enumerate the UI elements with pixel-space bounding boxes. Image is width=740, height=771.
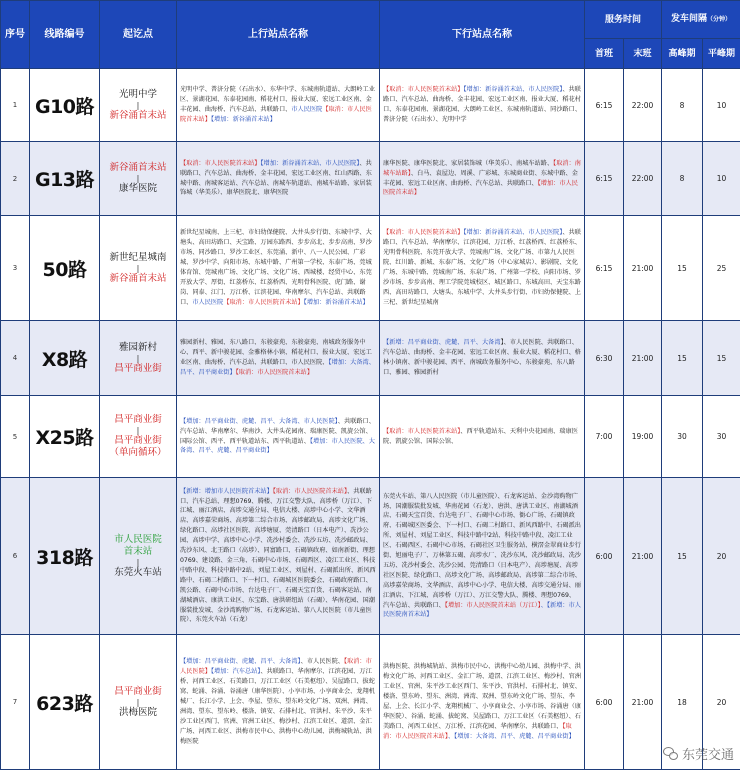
up-stops	[177, 635, 380, 770]
terminal-name: 东莞火车站	[114, 566, 162, 578]
up-stop-segment: 、共联路口、汽车总站、曲海桥、金丰花园、宏远工业区南、红山西路、东城中路、南城客运站、汽车总站、南城车轨道站、	[180, 159, 372, 187]
table-row	[1, 396, 740, 478]
header-interval-label: 发车间隔	[671, 14, 708, 24]
peak-interval: 15	[662, 216, 703, 321]
up-stop-segment: 【增加：市人民医院、大备湾、昌平、虎麓、昌平商业街】	[180, 437, 375, 455]
down-stop-segment: 洪梅医院、洪梅城轨站、洪梅市民中心、洪梅中心幼儿园、洪梅中学、洪梅文化广场、河西工业区、金汇广场、道滘、江滨工业区、梅沙村、官洲工业区、官洲、朱平沙工业区西门、朱平沙、官洪村、石排村北、镇安、楼洛、望东岭、望东、洲湾、洲湾、双洲、望东岭文化广场、望东、李屋、上会、长江小学、龙翔机械厂、小享商业会、小享市场、谷涌唐（康华医院）、谷涌、蛇涌、拔蛇窝、吴屋路口、万江工业区（石美枢纽）、石美路口、河西工业区、万江桥、江滨花园、华南摩尔、共联路口、	[383, 663, 581, 730]
first-bus-time: 7:00	[585, 396, 624, 478]
header-interval-unit: （分钟）	[707, 16, 732, 23]
down-stop-segment: 理工学院莞城校区、城区路口	[438, 278, 520, 286]
terminal-separator: |	[136, 263, 140, 273]
up-stop-segment: 【取消：市人民医院首末站】	[235, 368, 314, 376]
header-first-bus: 首班	[585, 39, 624, 69]
offpeak-interval: 30	[703, 396, 740, 478]
terminal-name: 昌平商业街	[114, 362, 162, 374]
peak-interval: 15	[662, 478, 703, 635]
down-stop-segment: 、昌平、大备湾	[457, 339, 501, 347]
down-stop-segment: 康华医院、康华医院北、家居装饰城（华美乐）、南城车站路、	[383, 159, 554, 167]
down-stop-segment: 【增加：新谷涌首末站、市人民医院】	[463, 86, 563, 94]
row-seq: 5	[1, 396, 30, 478]
up-stops	[177, 321, 380, 396]
last-bus-time: 21:00	[624, 216, 662, 321]
row-seq: 6	[1, 478, 30, 635]
first-bus-time: 6:00	[585, 635, 624, 770]
down-stop-segment: 新城	[420, 259, 433, 267]
route-terminals	[100, 216, 177, 321]
route-number: G13路	[30, 142, 100, 216]
offpeak-interval: 20	[703, 635, 740, 770]
up-stop-segment: 【增加：新谷涌首末站】	[303, 298, 369, 306]
table-row	[1, 216, 740, 321]
terminal-separator: |	[136, 100, 140, 110]
down-stop-segment: 【新增：昌平商业街、	[383, 339, 445, 347]
up-stop-segment: 市人民医院	[291, 106, 323, 113]
peak-interval: 30	[662, 396, 703, 478]
terminal-name: 洪梅医院	[118, 706, 157, 718]
down-stop-segment: 、普济分院（石出水）、光明中学	[383, 106, 581, 123]
up-stop-segment: 【增加：昌平商业街、虎麓、昌平、大备湾、市人民医院】	[180, 417, 338, 425]
up-stop-segment: 新世纪星城南、上三杞、市妇幼保健院、大井头步行街、东城中学、大塘头、高田坊路口、	[180, 229, 372, 247]
header-service-time: 服务时间	[585, 1, 662, 39]
up-stop-segment: 、东城南轨道站、大朗岭工业区、景湖花园、东泰花园南、稻花村口、报业大厦、宏远工业区南、金丰花园、曲海桥、汽车总站、共联路口、	[180, 86, 375, 113]
up-stop-segment: 【增加：汽车总站】	[210, 668, 261, 676]
up-stop-segment: 【取消：市人民医院首末站】	[223, 298, 304, 306]
up-stops	[177, 396, 380, 478]
up-stop-segment: 市人民医院	[192, 298, 224, 306]
terminal-name: 首末站	[123, 545, 153, 557]
peak-interval: 8	[662, 142, 703, 216]
terminal-separator: |	[136, 697, 140, 707]
row-seq: 1	[1, 69, 30, 142]
row-seq: 3	[1, 216, 30, 321]
route-number: 623路	[30, 635, 100, 770]
down-stop-segment: 【取消：市人民医院首末站】	[383, 722, 572, 740]
first-bus-time: 6:00	[585, 478, 624, 635]
terminal-name: 康华医院	[118, 183, 157, 194]
down-stop-segment: 【增加：市人民医院首末站】	[383, 179, 578, 197]
route-terminals	[100, 478, 177, 635]
last-bus-time: 22:00	[624, 142, 662, 216]
down-stops	[380, 321, 585, 396]
down-stop-segment: 、高田坊路口、大塘头、东城中学、大井头步行街、市妇幼保健院、上三杞、新世纪星城南	[383, 288, 581, 306]
table-row	[1, 69, 740, 142]
terminal-name: 新谷涌首末站	[109, 109, 167, 121]
first-bus-time: 6:30	[585, 321, 624, 396]
route-terminals	[100, 635, 177, 770]
offpeak-interval: 10	[703, 142, 740, 216]
down-stop-segment: 、【增加：大备湾、昌平、虎麓、昌平商业街】	[447, 732, 575, 740]
up-stop-segment: 【增加：昌平商业街、虎麓、昌平、大备湾】	[180, 658, 301, 666]
terminal-name: 新世纪星城南	[109, 251, 167, 263]
terminal-separator: |	[136, 557, 140, 567]
down-stop-segment: 、东城高田、	[519, 278, 557, 286]
up-stop-segment: 南城车站路	[316, 179, 348, 187]
route-terminals	[100, 321, 177, 396]
up-stop-segment: 【增加：大备湾、昌平、昌平商业街】	[180, 359, 375, 376]
down-stop-segment: 【取消：南城车站路】	[383, 159, 581, 177]
terminal-name: 新谷涌首末站	[109, 162, 167, 173]
down-stop-segment: 东莞火车站、第八人民医院（市儿童医院）、石龙客运站、金沙湾购物广场、国潮服装批发城、华南花园（石龙）、唐洪、唐洪工业区、南湖城酒店、石碣天宝百货、台达电子厂、石碣中心市场、衙心广场、石碣镇政府、石碣城区医委会、下一村口、石碣二村路口、新风西路中、石碣派出所、刘屋村、刘屋工业区、科技中路中2站、科技中路中段、凌江工业区、石碣西区、石碣中心市场、石碣社区卫生服务站、横滘金翠商业步行街、旭丽电子厂、万林第五碣、高埗水厂、冼沙东风、冼沙邮政局、冼沙五坊、冼沙村委会、冼沙公园、莞清路口（日本电产）、高埗塘厦、高埗社区医院、绿化路口、高埗文化广场、高埗邮政局、高埗第二综合市场、高埗嘉荣商场、文华酒店、高埗中心小学、电信大楼、高埗交通分局、丽江酒店、下江城、高埗桥（万江）、万江交警大队、腾楼、理想0769、汽车总站、共联路口、	[383, 492, 581, 609]
route-number: X25路	[30, 396, 100, 478]
table-row	[1, 321, 740, 396]
down-stop-segment: 天宝东路西	[383, 278, 581, 296]
header-last-bus: 末班	[624, 39, 662, 69]
down-stop-segment: 、文化广场、东城中路、莞城南广场、东泉广场、广州第一学校、向阳市场、罗沙市场、步步高南、	[383, 259, 581, 286]
route-number: X8路	[30, 321, 100, 396]
down-stops	[380, 396, 585, 478]
down-stops	[380, 478, 585, 635]
row-seq: 4	[1, 321, 30, 396]
row-seq: 7	[1, 635, 30, 770]
terminal-name: 市人民医院	[114, 533, 162, 545]
row-seq: 2	[1, 142, 30, 216]
down-stop-segment: 】、市人民医院、共联路口、汽车总站、曲海桥、金丰花园、宏远工业区南、报业大厦、稻花村口、格林小镇南、新中骏花园、西平、南城政务服务中心、东骏豪苑、东八路口、雅园、雅园新村	[383, 339, 581, 376]
header-interval	[662, 1, 740, 39]
last-bus-time: 21:00	[624, 478, 662, 635]
table-row	[1, 478, 740, 635]
offpeak-interval: 25	[703, 216, 740, 321]
up-stops	[177, 142, 380, 216]
up-stop-segment: 【新增：增加市人民医院首末站】	[180, 487, 273, 495]
terminal-name: （单向循环）	[109, 447, 167, 458]
up-stop-segment: 、共联路口、汽车总站、华南摩尔、华南沙、大井头花园南、瑞康医院、凯旋公馆、国际公馆、西平、西平轨道站东、西平轨道站、	[180, 417, 375, 445]
terminal-name: 昌平商业街	[114, 435, 162, 446]
up-stop-segment: 东华中学	[269, 86, 295, 94]
up-stop-segment: 【增加：新谷涌首末站、市人民医院】	[260, 159, 360, 167]
up-stop-segment: 、市人民医院、	[300, 658, 344, 666]
down-stops	[380, 635, 585, 770]
watermark	[663, 744, 734, 763]
terminal-name: 昌平商业街	[114, 414, 162, 425]
watermark-text: 东莞交通	[681, 748, 734, 763]
terminal-name: 新谷涌首末站	[109, 272, 167, 284]
up-stop-segment: 【取消：市人民医院首末站】	[180, 159, 261, 167]
down-stop-segment: 、共联路口、汽车总站、华南摩尔、江滨花园、万江桥、红荔桥西、红荔桥东、光明骨科医院、	[383, 229, 581, 257]
up-stop-segment: 厚街、红荔桥东、红荔桥西、光明骨科医院	[210, 278, 329, 286]
down-stop-segment: 、白马、袁屋边、周溪、广彩城、东城商业街、东城中路、金丰花园、宏远工业区南、曲海桥、汽车总站、共联路口、	[383, 169, 578, 187]
terminal-separator: |	[136, 426, 140, 435]
down-stop-segment: 【取消：市人民医院首末站】	[383, 229, 464, 237]
up-stop-segment: 【取消：市人民医院】	[180, 658, 372, 676]
down-stop-segment: 虎麓	[444, 339, 458, 347]
header-route: 线路编号	[30, 1, 100, 69]
peak-interval: 8	[662, 69, 703, 142]
table-row	[1, 142, 740, 216]
offpeak-interval: 20	[703, 478, 740, 635]
header-terminals: 起讫点	[100, 1, 177, 69]
first-bus-time: 6:15	[585, 216, 624, 321]
route-number: G10路	[30, 69, 100, 142]
down-stops	[380, 69, 585, 142]
terminal-separator: |	[136, 174, 140, 183]
down-stop-segment: 同沙路口	[550, 106, 575, 113]
up-stop-segment: 【增加：新谷涌首末站】	[210, 115, 276, 123]
last-bus-time: 21:00	[624, 635, 662, 770]
down-stop-segment: 、西平轨道站东、天利中央花园南、瑞康医院、凯旋公馆、国际公馆、	[383, 427, 578, 445]
up-stops	[177, 216, 380, 321]
first-bus-time: 6:15	[585, 69, 624, 142]
offpeak-interval: 15	[703, 321, 740, 396]
up-stop-segment: 文化广场	[272, 269, 298, 276]
up-stop-segment: 、虎门路、谢岗、同泰、江门、万江桥、江滨花园、华南摩尔、汽车总站、共联路口、	[180, 278, 366, 306]
down-stop-segment: 、【新增：市人民医院南首末站】	[383, 601, 581, 619]
last-bus-time: 21:00	[624, 321, 662, 396]
first-bus-time: 6:15	[585, 142, 624, 216]
up-stop-segment: 、共联路口、汽车总站、理想0769、腾楼、万江交警大队、高埗桥（万江）、下江城、丽江酒店、高埗交通分局、电信大楼、高埗中心小学、文华酒店、高埗嘉荣商场、高埗第二综合市场、高埗邮政局、高埗文化广场、绿化路口、高埗社区医院、高埗塘厦、莞清路口（日本电产）、冼沙公园、高埗中学、高埗中心小学、冼沙村委会、冼沙五坊、冼沙邮政局、冼沙东风、北王路口（高埗）、同富路口、石碣镇政府、如南新街、理想0769、建设路、金三角、石碣中心市场、石碣西区、凌江工业区、科技中路中段、科技中路中2站、刘屋工业区、刘屋村、石碣派出所、新风西路中、石碣二村路口、下一村口、石碣城区医院委会、石碣政府路口、凯公路、石碣中心市场、台达电子厂、石碣天宝百货、石碣客运站、南湖城酒店、康洪工业区、东宝路、唐洪研纽站（石碣）、华南花园、国潮服装批发城、金沙湾购物广场、石龙客运站、第八人民医院（市儿童医院）、东莞火车站（石龙）	[180, 487, 376, 624]
last-bus-time: 19:00	[624, 396, 662, 478]
down-stop-segment: 【增加：新谷涌首末站、市人民医院】	[463, 229, 563, 237]
up-stop-segment: 、家居装饰城（华美乐）、康华医院北、康华医院	[180, 179, 372, 197]
header-up-stops: 上行站点名称	[177, 1, 380, 69]
terminal-name: 光明中学	[118, 88, 157, 100]
up-stop-segment: 、步步高南、罗沙市场、同沙路口、罗沙工业区、东莞涌、新中、八一人民公园、广彩城、罗沙中学、向阳市场、东城中路、广州第一学校、东泰广场、莞城体育馆、莞城南广场、文化广场、	[180, 239, 372, 276]
terminal-separator: |	[136, 353, 140, 363]
down-stop-segment: 【增加：市人民医院首末站（万江）】	[444, 601, 541, 609]
wechat-icon	[663, 747, 679, 761]
down-stop-segment: 文化广场（中心家城店）、影剧院	[469, 259, 560, 267]
route-number: 50路	[30, 216, 100, 321]
header-offpeak: 平峰期	[703, 39, 740, 69]
offpeak-interval: 10	[703, 69, 740, 142]
header-down-stops: 下行站点名称	[380, 1, 585, 69]
down-stops	[380, 216, 585, 321]
route-terminals	[100, 69, 177, 142]
table-row	[1, 635, 740, 770]
terminal-name: 雅园新村	[118, 341, 157, 353]
down-stop-segment: 【取消：市人民医院首末站】	[383, 86, 464, 94]
up-stops	[177, 478, 380, 635]
down-stops	[380, 142, 585, 216]
header-peak: 高峰期	[662, 39, 703, 69]
down-stop-segment: 【取消：市人民医院首末站】	[383, 427, 461, 435]
route-terminals	[100, 142, 177, 216]
up-stop-segment: 光明中学、普济分院（石出水）、	[180, 86, 270, 94]
header-seq: 序号	[1, 1, 30, 69]
up-stop-segment: 天宝路、万园东路西、步步高北	[235, 239, 323, 247]
up-stop-segment: 、共联路口、华南摩尔、江滨花园、万江桥、河西工业区、石美路口、万江工业区（石美枢纽）、吴屋路口、拔蛇窝、蛇涌、谷涌、谷涌唐（康华医院）、小享市场、小享商业会、龙翔机械厂、长江小学、上会、李屋、望东、望东岭文化广场、双洲、洲湾、洲湾、望东、望东岭、楼洛、镇安、石排村北、官洪村、朱平沙、朱平沙工业区西门、官洲、官洲工业区、梅沙村、江滨工业区、道滘、金汇广场、河西工业区、洪梅市民中心、洪梅中心幼儿园、洪梅城轨站、洪梅医院	[180, 668, 375, 745]
up-stop-segment: 【取消：市人民医院首末站】	[272, 487, 348, 495]
peak-interval: 18	[662, 635, 703, 770]
route-terminals	[100, 396, 177, 478]
peak-interval: 15	[662, 321, 703, 396]
last-bus-time: 22:00	[624, 69, 662, 142]
terminal-name: 昌平商业街	[114, 685, 162, 697]
down-stop-segment: 、共联路口、汽车总站、曲海桥、金丰花园、宏远工业区南、报业大厦、稻花村口、东泰花园南、景湖花园、大朗岭工业区、东城南轨道站、	[383, 86, 581, 113]
down-stop-segment: 东莞开放大学、莞城南广场、文化广场	[426, 249, 532, 257]
down-stop-segment: 、市第九人民医院、红川路、	[383, 249, 575, 267]
up-stop-segment: 、西城楼、经贸中心、东莞开放大学、	[180, 269, 372, 286]
down-stop-segment: 、东泰广场、	[432, 259, 470, 267]
up-stops	[177, 69, 380, 142]
up-stop-segment: 【取消：市人民医院首末站】	[180, 106, 372, 123]
up-stop-segment: 雅园新村、雅园、东八路口、东骏豪苑、东骏豪苑、南城政务服务中心、西平、新中骏花园、金雅格林小镇、稻花村口、报业大厦、宏远工业区南、曲海桥、汽车总站、共联路口、市人民医院、	[180, 339, 372, 366]
route-number: 318路	[30, 478, 100, 635]
